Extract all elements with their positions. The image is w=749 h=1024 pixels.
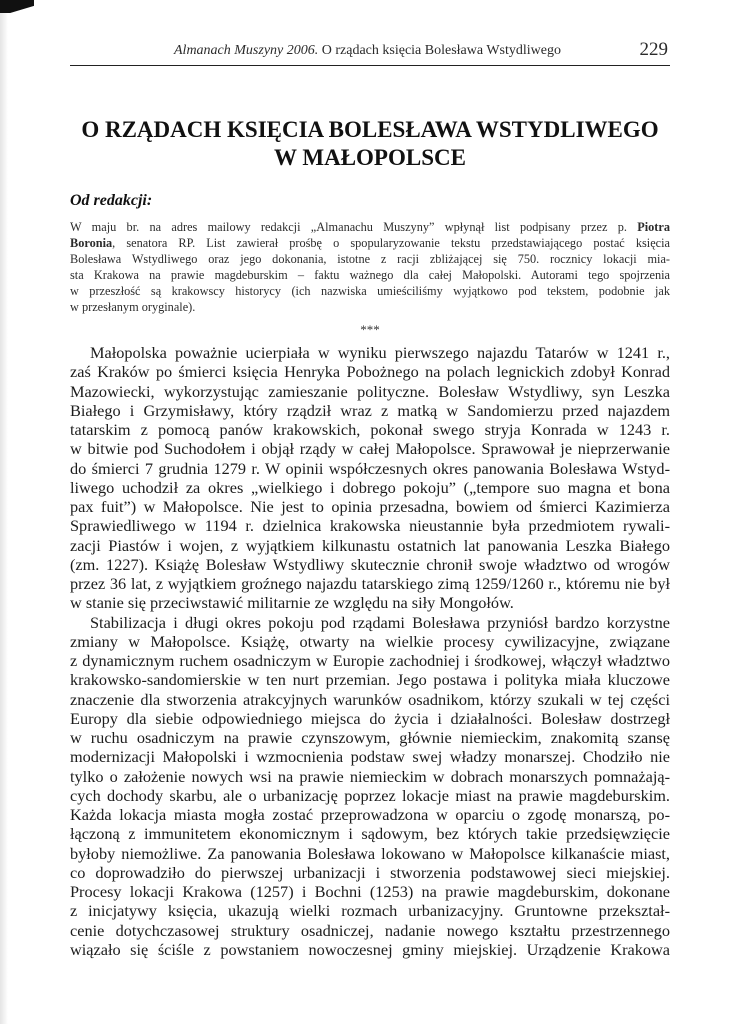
body-line: z dynamicznym ruchem osadniczym w Europie zachodniej i środkowej, włączył władztwo [70, 651, 670, 670]
body-line: (zm. 1227). Książę Bolesław Wstydliwy skutecznie chronił swoje władztwo od wrogów [70, 554, 670, 574]
body-line: krakowsko-sandomierskie w ten nurt przemian. Jego postawa i polityka miała kluczowe [70, 670, 670, 690]
editor-note-line: w przeszłość są krakowscy historycy (ich nazwiska umieściliśmy wyjątkowo pod tekstem, podobnie jak [70, 284, 670, 298]
body-line: cenie dotychczasowej struktury osadniczej, nadanie nowego kształtu przestrzennego [70, 920, 670, 940]
body-line: Białego i Grzymisławy, który rządził wraz z matką w Sandomierzu przed najazdem [70, 400, 670, 420]
article-body [70, 343, 670, 959]
article-title [70, 116, 670, 172]
scan-corner-mark [0, 0, 34, 13]
author-last-name: Boronia [70, 236, 113, 250]
page-number: 229 [639, 39, 668, 60]
body-line: tatarskim z pomocą panów krakowskich, pokonał swego stryja Konrada w 1243 r. [70, 420, 670, 439]
body-line: w bitwie pod Suchodołem i objął rządy w całej Małopolsce. Sprawował je nieprzerwanie [70, 439, 670, 459]
body-line: do śmierci 7 grudnia 1279 r. W opinii współczesnych okres panowania Bolesława Wstyd- [70, 458, 670, 478]
body-line: Procesy lokacji Krakowa (1257) i Bochni (1253) na prawie magdeburskim, dokonane [70, 882, 670, 901]
editor-note-label: Od redakcji: [70, 192, 153, 209]
editor-note-line: sta Krakowa na prawie magdeburskim – faktu ważnego dla całej Małopolski. Autorami tego spojrzenia [70, 268, 670, 282]
body-line: w stanie się przeciwstawić militarnie ze względu na siły Mongołów. [70, 593, 514, 613]
body-line: wiązało się ściśle z powstaniem nowoczesnej gminy miejskiej. Urządzenie Krakowa [70, 939, 670, 959]
body-line: cych dochody skarbu, ale o urbanizację poprzez lokacje miast na prawie magdeburskim. [70, 785, 670, 805]
body-line: byłoby niemożliwe. Za panowania Bolesława lokowano w Małopolsce kilkanaście miast, [70, 843, 670, 863]
title-line-2: W MAŁOPOLSCE [274, 145, 466, 170]
body-line: zaś Kraków po śmierci księcia Henryka Pobożnego na polach legnickich zdobył Konrad [70, 362, 670, 382]
body-line: liwego uchodził za okres „wielkiego i dobrego pokoju” („tempore suo magna et bona [70, 477, 670, 497]
body-line: w ruchu osadniczym na prawie czynszowym, głównie niemieckim, znakomitą szansę [70, 728, 670, 747]
body-line: znaczenie dla stworzenia atrakcyjnych warunków osadnikom, którzy szukali w tej części [70, 689, 670, 709]
editor-note [70, 219, 670, 315]
body-line: z inicjatywy księcia, ukazują wielki rozmach urbanizacyjny. Gruntowne przekształ- [70, 901, 670, 921]
body-line: Każda lokacja miasta mogła zostać przeprowadzona w oparciu o zgodę monarszą, po- [70, 805, 670, 824]
editor-note-line: Bolesława Wstydliwego oraz jego dokonania, istotne z racji zbliżającej się 750. rocznicy lokacji mia- [70, 252, 670, 266]
body-line: Stabilizacja i długi okres pokoju pod rządami Bolesława przyniósł bardzo korzystne [90, 612, 670, 632]
body-line: co doprowadziło do pierwszej urbanizacji i stworzenia podstawowej sieci miejskiej. [70, 862, 670, 882]
body-line: Sprawiedliwego w 1194 r. dzielnica krakowska nieustannie była przedmiotem rywali- [70, 516, 670, 536]
page-edge-shadow [0, 0, 8, 1024]
author-first-name: Piotra [637, 220, 670, 234]
body-line: Europy dla siebie odpowiedniego miejsca do życia i działalności. Bolesław dostrzegł [70, 708, 670, 728]
body-line: pax fuit”) w Małopolsce. Nie jest to opinia przesadna, bowiem od śmierci Kazimierza [70, 497, 670, 516]
editor-note-line: Boronia, senatora RP. List zawierał prośbę o spopularyzowanie tekstu przedstawiającego postać księcia [70, 236, 670, 250]
editor-note-line: w przesłanym oryginale). [70, 300, 196, 314]
body-line: Małopolska poważnie ucierpiała w wyniku pierwszego najazdu Tatarów w 1241 r., [90, 343, 670, 362]
editor-note-line: W maju br. na adres mailowy redakcji „Almanachu Muszyny” wpłynął list podpisany przez p. Piotra [70, 220, 670, 234]
running-header [70, 41, 670, 66]
body-line: Mazowiecki, wykorzystując zamieszanie polityczne. Bolesław Wstydliwy, syn Leszka [70, 381, 670, 401]
running-title [174, 43, 561, 59]
body-line: modernizacji Małopolski i wzmocnienia podstaw swej władzy monarszej. Chodziło nie [70, 747, 670, 767]
article-short-title: O rządach księcia Bolesława Wstydliwego [321, 43, 561, 58]
section-separator: *** [360, 322, 380, 337]
body-line: łączoną z immunitetem ekonomicznym i sądowym, bez których takie przedsięwzięcie [70, 824, 670, 844]
body-line: zmiany w Małopolsce. Książę, otwarty na wielkie procesy cywilizacyjne, związane [70, 631, 670, 651]
title-line-1: O RZĄDACH KSIĘCIA BOLESŁAWA WSTYDLIWEGO [81, 117, 659, 142]
body-line: tylko o założenie nowych wsi na prawie niemieckim w dobrach monarszych pomnażają- [70, 766, 670, 786]
body-line: przez 36 lat, z wyjątkiem groźnego najazdu tatarskiego zimą 1259/1260 r., któremu nie był [70, 574, 670, 593]
journal-name: Almanach Muszyny 2006. [174, 43, 319, 58]
body-line: zacji Piastów i wojen, z wyjątkiem kilkunastu ostatnich lat panowania Leszka Białego [70, 535, 670, 555]
